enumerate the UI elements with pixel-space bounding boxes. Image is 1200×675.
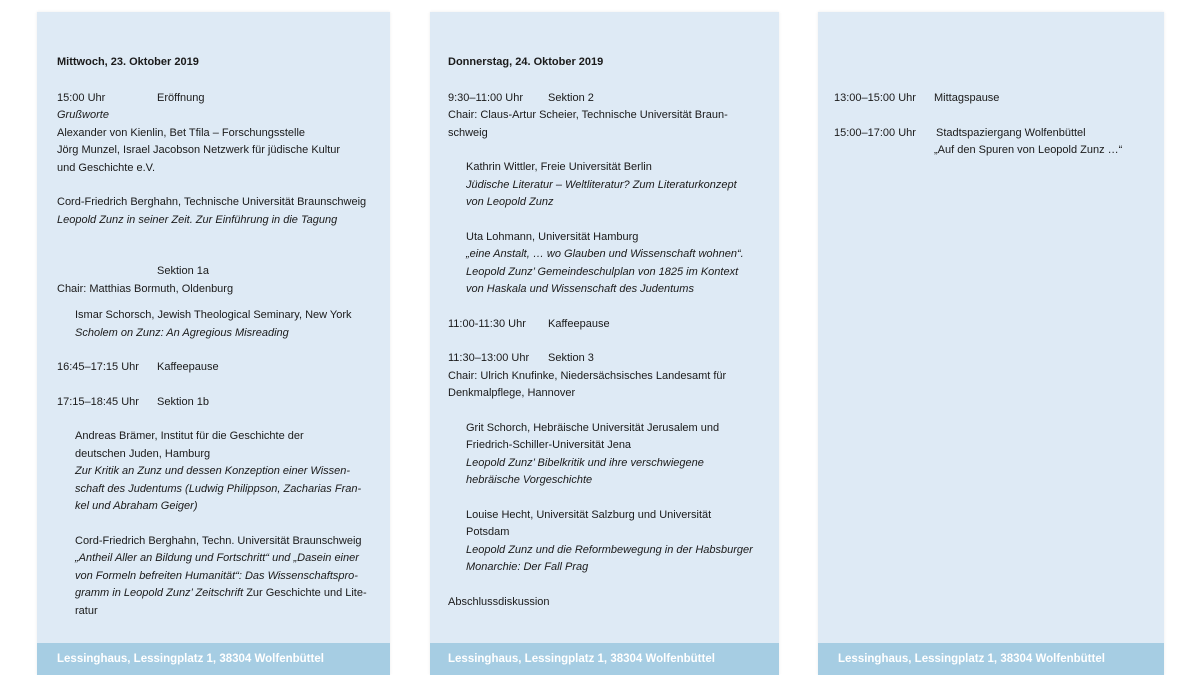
closing-discussion: Abschlussdiskussion bbox=[448, 595, 550, 608]
panel-content bbox=[57, 54, 376, 620]
speaker: deutschen Juden, Hamburg bbox=[75, 447, 211, 460]
session-chair: Denkmalpflege, Hannover bbox=[448, 387, 576, 399]
time-label: 15:00 Uhr bbox=[57, 91, 106, 104]
speaker: Potsdam bbox=[466, 526, 510, 538]
time-label: 17:15–18:45 Uhr bbox=[57, 395, 139, 408]
intro-block bbox=[57, 194, 376, 229]
talk-title: „Antheil Aller an Bildung und Fortschritt“ und „Dasein einer bbox=[75, 552, 359, 564]
time-label: 9:30–11:00 Uhr bbox=[448, 91, 524, 104]
session-2-block bbox=[448, 90, 765, 143]
time-label: 11:00-11:30 Uhr bbox=[448, 317, 526, 330]
venue-footer: Lessinghaus, Lessingplatz 1, 38304 Wolfenbüttel bbox=[37, 643, 390, 675]
session-1a-block bbox=[57, 263, 376, 298]
greeting-line: Jörg Munzel, Israel Jacobson Netzwerk für jüdische Kultur bbox=[57, 144, 341, 156]
venue-footer: Lessinghaus, Lessingplatz 1, 38304 Wolfenbüttel bbox=[818, 643, 1164, 675]
program-panel-thursday bbox=[430, 12, 779, 675]
talk-title: Leopold Zunz’ Bibelkritik und ihre verschwiegene bbox=[466, 456, 704, 469]
time-label: 15:00–17:00 Uhr bbox=[834, 126, 916, 139]
speaker: Kathrin Wittler, Freie Universität Berlin bbox=[466, 161, 652, 173]
session-label: Sektion 3 bbox=[548, 352, 594, 364]
talk-title: von Leopold Zunz bbox=[466, 196, 554, 208]
greetings-heading: Grußworte bbox=[57, 109, 109, 121]
talk-block bbox=[448, 229, 765, 299]
talk-title: Jüdische Literatur – Weltliteratur? Zum Literaturkonzept bbox=[466, 178, 737, 191]
speaker: Andreas Brämer, Institut für die Geschichte der bbox=[75, 430, 304, 442]
talk-title: „eine Anstalt, … wo Glauben und Wissenschaft wohnen“. bbox=[466, 248, 744, 260]
break-label: Kaffeepause bbox=[157, 361, 219, 373]
session-3-block bbox=[448, 350, 765, 403]
day-heading: Mittwoch, 23. Oktober 2019 bbox=[57, 56, 199, 68]
event-label: Stadtspaziergang Wolfenbüttel bbox=[936, 126, 1086, 139]
day-heading: Donnerstag, 24. Oktober 2019 bbox=[448, 56, 604, 68]
talk-title: ratur bbox=[75, 604, 98, 617]
session-label: Sektion 1b bbox=[157, 395, 209, 408]
talk-block bbox=[448, 507, 765, 577]
talk-title: Monarchie: Der Fall Prag bbox=[466, 561, 589, 573]
talk-block bbox=[57, 428, 376, 516]
session-chair: Chair: Claus-Artur Scheier, Technische Universität Braun- bbox=[448, 109, 728, 121]
session-chair: Chair: Ulrich Knufinke, Niedersächsisches Landesamt für bbox=[448, 369, 727, 382]
session-label: Sektion 2 bbox=[548, 91, 594, 104]
event-title: „Auf den Spuren von Leopold Zunz …“ bbox=[934, 144, 1123, 156]
greeting-line: und Geschichte e.V. bbox=[57, 161, 156, 174]
walk-block bbox=[834, 125, 1150, 160]
speaker: Ismar Schorsch, Jewish Theological Seminary, New York bbox=[75, 309, 352, 321]
program-panel-wednesday bbox=[37, 12, 390, 675]
talk-title: Scholem on Zunz: An Agregious Misreading bbox=[75, 326, 289, 339]
time-label: 16:45–17:15 Uhr bbox=[57, 361, 139, 373]
greeting-line: Alexander von Kienlin, Bet Tfila – Forschungsstelle bbox=[57, 126, 306, 139]
break-block bbox=[448, 316, 765, 334]
talk-block bbox=[57, 307, 376, 342]
time-label: 13:00–15:00 Uhr bbox=[834, 92, 916, 104]
program-panel-excursion bbox=[818, 12, 1164, 675]
talk-block bbox=[57, 533, 376, 621]
session-chair: schweig bbox=[448, 126, 488, 139]
talk-title: schaft des Judentums (Ludwig Philippson, Zacharias Fran- bbox=[75, 482, 362, 495]
talk-block bbox=[448, 420, 765, 490]
break-block bbox=[57, 359, 376, 377]
talk-title: Leopold Zunz’ Gemeindeschulplan von 1825 im Kontext bbox=[466, 265, 739, 278]
opening-block bbox=[57, 90, 376, 178]
speaker: Cord-Friedrich Berghahn, Technische Universität Braunschweig bbox=[57, 196, 367, 208]
speaker: Cord-Friedrich Berghahn, Techn. Universität Braunschweig bbox=[75, 534, 362, 547]
talk-title: gramm in Leopold Zunz’ Zeitschrift Zur Geschichte und Lite- bbox=[75, 587, 367, 599]
session-chair: Chair: Matthias Bormuth, Oldenburg bbox=[57, 282, 234, 295]
talk-title: kel und Abraham Geiger) bbox=[75, 500, 198, 512]
break-label: Kaffeepause bbox=[548, 317, 610, 330]
session-label: Eröffnung bbox=[157, 91, 205, 104]
panel-content bbox=[448, 54, 765, 611]
time-label: 11:30–13:00 Uhr bbox=[448, 352, 530, 364]
talk-block bbox=[448, 159, 765, 212]
talk-title: Leopold Zunz in seiner Zeit. Zur Einführung in die Tagung bbox=[57, 213, 338, 226]
speaker: Grit Schorch, Hebräische Universität Jerusalem und bbox=[466, 421, 720, 434]
session-1b-block bbox=[57, 394, 376, 412]
venue-footer: Lessinghaus, Lessingplatz 1, 38304 Wolfenbüttel bbox=[430, 643, 779, 675]
talk-title: von Formeln befreiten Humanität“: Das Wissenschaftspro- bbox=[75, 569, 358, 582]
speaker: Uta Lohmann, Universität Hamburg bbox=[466, 230, 639, 243]
session-label: Sektion 1a bbox=[157, 265, 209, 277]
lunch-block bbox=[834, 90, 1150, 108]
talk-title: Leopold Zunz und die Reformbewegung in der Habsburger bbox=[466, 543, 753, 556]
speaker: Louise Hecht, Universität Salzburg und Universität bbox=[466, 508, 712, 521]
break-label: Mittagspause bbox=[934, 92, 1000, 104]
talk-title: hebräische Vorgeschichte bbox=[466, 474, 593, 486]
talk-title: Zur Kritik an Zunz und dessen Konzeption einer Wissen- bbox=[75, 465, 351, 477]
panel-content bbox=[834, 90, 1150, 160]
talk-title: von Haskala und Wissenschaft des Judentums bbox=[466, 283, 694, 295]
speaker: Friedrich-Schiller-Universität Jena bbox=[466, 439, 632, 451]
